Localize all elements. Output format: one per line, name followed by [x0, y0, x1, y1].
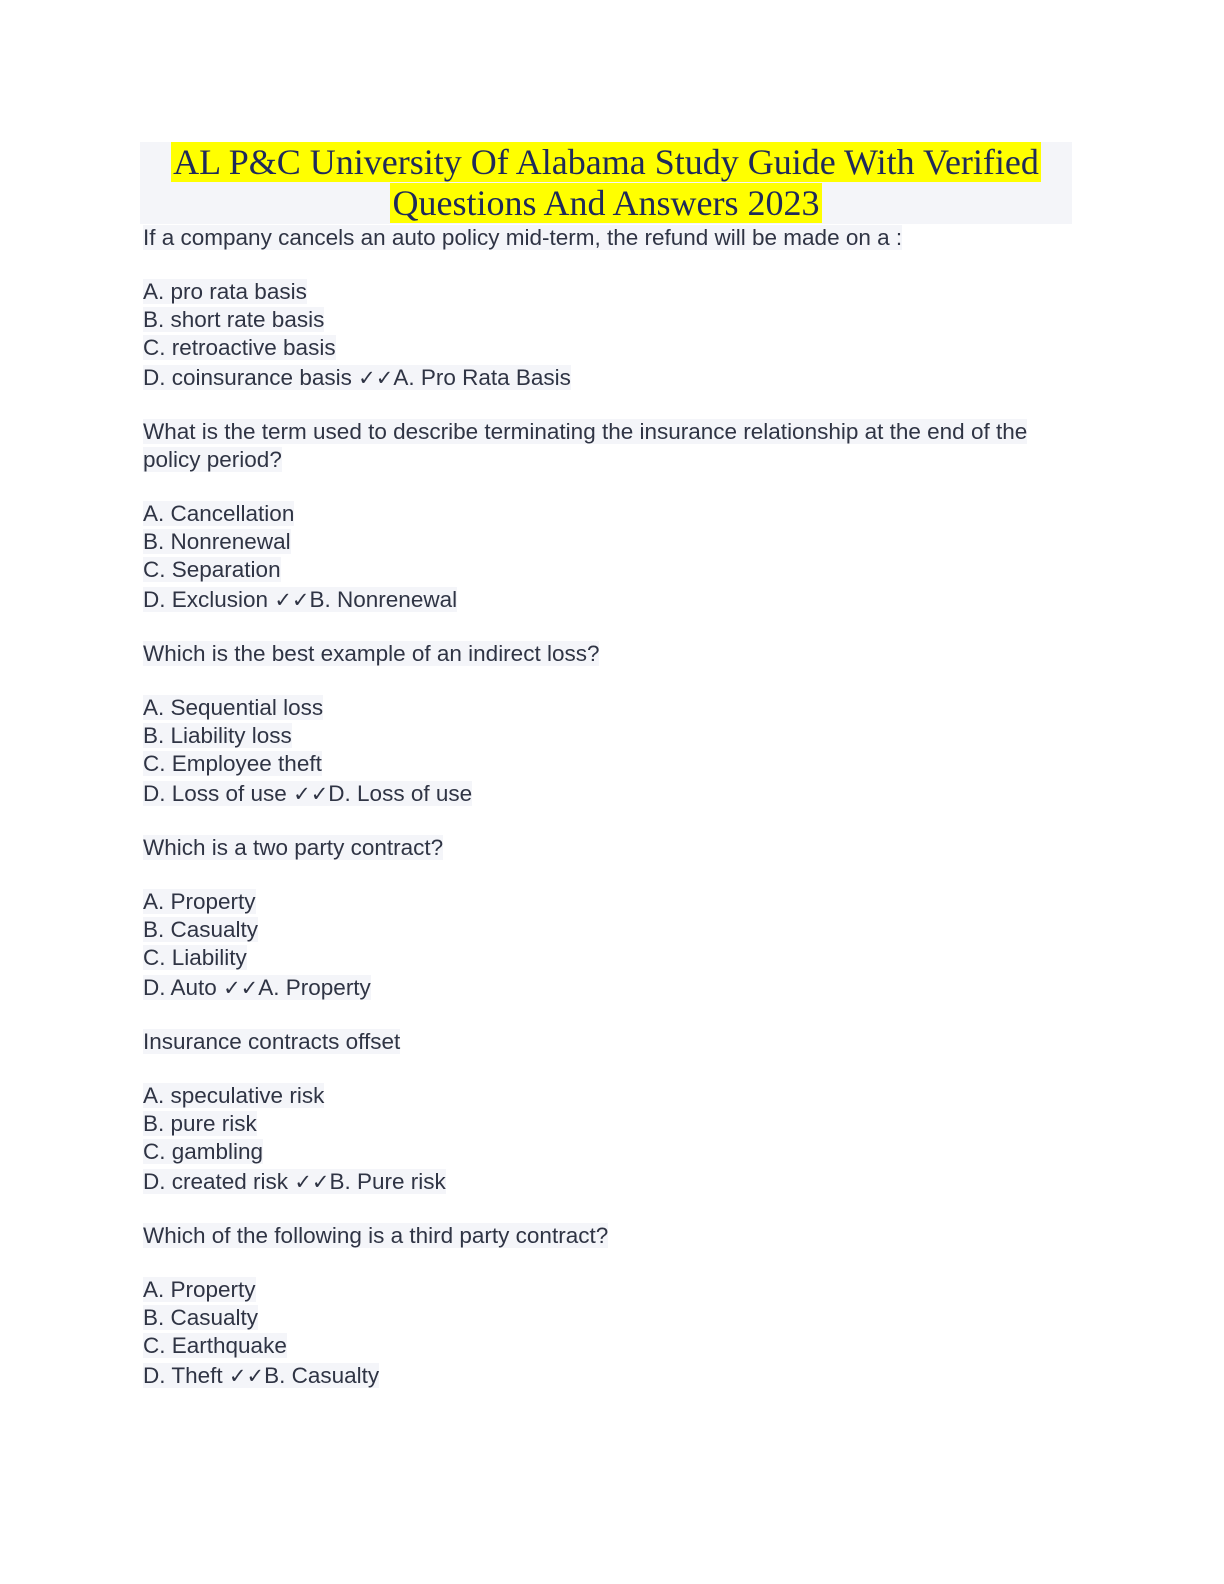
question-stem: If a company cancels an auto policy mid-term, the refund will be made on a : [143, 225, 903, 250]
question-1 [143, 224, 1063, 392]
option-b: B. Casualty [143, 1305, 259, 1330]
question-stem: What is the term used to describe terminating the insurance relationship at the end of the policy period? [143, 419, 1028, 472]
question-stem: Which is the best example of an indirect loss? [143, 641, 600, 666]
question-6 [143, 1222, 1063, 1390]
option-b: B. Nonrenewal [143, 529, 291, 554]
option-d-with-answer: D. Loss of use ✓✓D. Loss of use [143, 781, 473, 806]
option-a: A. Cancellation [143, 501, 295, 526]
option-c: C. Liability [143, 945, 247, 970]
question-2 [143, 418, 1063, 614]
checkmark-icon: ✓✓ [294, 1170, 330, 1194]
checkmark-icon: ✓✓ [358, 366, 394, 390]
option-a: A. Property [143, 889, 256, 914]
checkmark-icon: ✓✓ [293, 782, 329, 806]
option-c: C. retroactive basis [143, 335, 336, 360]
title-line-2: Questions And Answers 2023 [392, 183, 820, 223]
option-b: B. pure risk [143, 1111, 257, 1136]
option-b: B. Casualty [143, 917, 259, 942]
option-c: C. Earthquake [143, 1333, 287, 1358]
question-5 [143, 1028, 1063, 1196]
question-3 [143, 640, 1063, 808]
answer-text: B. Nonrenewal [309, 587, 458, 612]
option-a: A. pro rata basis [143, 279, 307, 304]
option-d-with-answer: D. Exclusion ✓✓B. Nonrenewal [143, 587, 458, 612]
checkmark-icon: ✓✓ [274, 588, 310, 612]
option-d-with-answer: D. Auto ✓✓A. Property [143, 975, 371, 1000]
question-stem: Which of the following is a third party contract? [143, 1223, 609, 1248]
title-line-1: AL P&C University Of Alabama Study Guide With Verified [173, 142, 1039, 182]
checkmark-icon: ✓✓ [223, 976, 259, 1000]
option-d-with-answer: D. coinsurance basis ✓✓A. Pro Rata Basis [143, 365, 571, 390]
option-a: A. Sequential loss [143, 695, 324, 720]
answer-text: D. Loss of use [328, 781, 473, 806]
option-b: B. short rate basis [143, 307, 325, 332]
question-list [143, 224, 1063, 1416]
option-c: C. Separation [143, 557, 281, 582]
answer-text: A. Pro Rata Basis [393, 365, 571, 390]
checkmark-icon: ✓✓ [228, 1364, 265, 1388]
question-4 [143, 834, 1063, 1002]
answer-text: B. Casualty [264, 1363, 380, 1388]
answer-text: A. Property [258, 975, 371, 1000]
option-c: C. gambling [143, 1139, 264, 1164]
option-a: A. speculative risk [143, 1083, 325, 1108]
option-a: A. Property [143, 1277, 256, 1302]
option-d-with-answer: D. created risk ✓✓B. Pure risk [143, 1169, 446, 1194]
option-c: C. Employee theft [143, 751, 322, 776]
option-d-with-answer: D. Theft ✓✓B. Casualty [143, 1363, 380, 1388]
document-title [140, 142, 1072, 224]
question-stem: Which is a two party contract? [143, 835, 444, 860]
question-stem: Insurance contracts offset [143, 1029, 401, 1054]
option-b: B. Liability loss [143, 723, 292, 748]
answer-text: B. Pure risk [329, 1169, 446, 1194]
